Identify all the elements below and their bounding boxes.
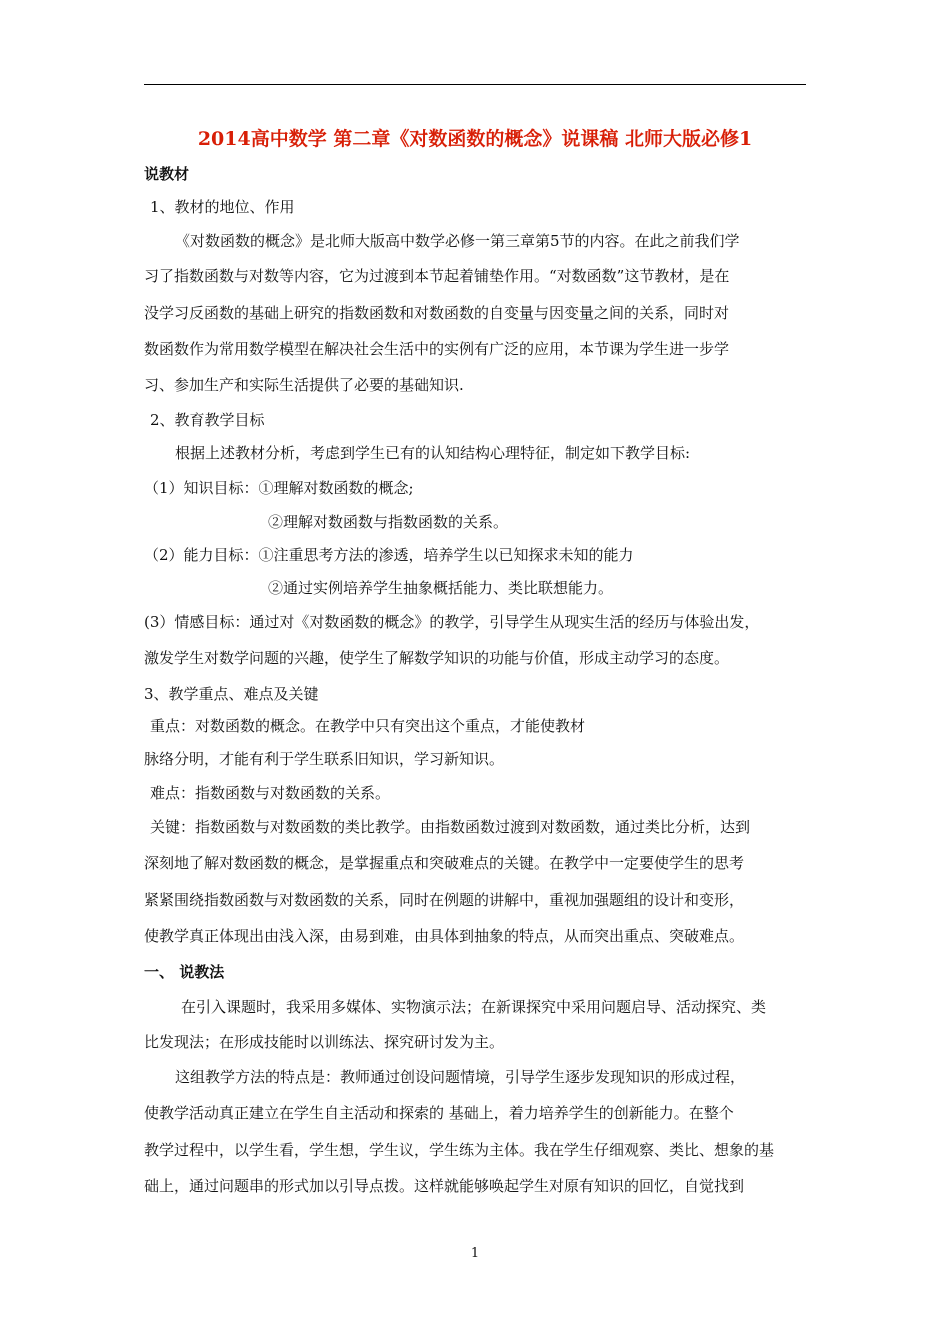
paragraph-line: 难点：指数函数与对数函数的关系。 — [150, 784, 391, 802]
section-heading: 一、 说教法 — [144, 963, 225, 981]
paragraph-line: 数函数作为常用数学模型在解决社会生活中的实例有广泛的应用，本节课为学生进一步学 — [144, 340, 730, 358]
subsection-heading: 1、教材的地位、作用 — [150, 198, 295, 216]
paragraph-line: 紧紧围绕指数函数与对数函数的关系，同时在例题的讲解中，重视加强题组的设计和变形， — [144, 891, 745, 909]
paragraph-line: 使教学真正体现出由浅入深，由易到难，由具体到抽象的特点，从而突出重点、突破难点。 — [144, 927, 745, 945]
paragraph-line: 深刻地了解对数函数的概念，是掌握重点和突破难点的关键。在教学中一定要使学生的思考 — [144, 854, 745, 872]
goal-line: (3）情感目标：通过对《对数函数的概念》的教学，引导学生从现实生活的经历与体验出发， — [144, 613, 760, 631]
paragraph-line: 在引入课题时，我采用多媒体、实物演示法；在新课探究中采用问题启导、活动探究、类 — [181, 998, 767, 1016]
paragraph-line: 习、参加生产和实际生活提供了必要的基础知识. — [144, 376, 464, 394]
paragraph-line: 习了指数函数与对数等内容，它为过渡到本节起着铺垫作用。“对数函数”这节教材，是在 — [144, 267, 730, 285]
goal-line: （2）能力目标：①注重思考方法的渗透，培养学生以已知探求未知的能力 — [144, 546, 634, 564]
page-number: 1 — [470, 1246, 480, 1261]
paragraph-line: 关键：指数函数与对数函数的类比教学。由指数函数过渡到对数函数，通过类比分析，达到 — [150, 818, 751, 836]
goal-line: ②通过实例培养学生抽象概括能力、类比联想能力。 — [268, 579, 614, 597]
subsection-heading: 3、教学重点、难点及关键 — [144, 685, 319, 703]
paragraph-line: 础上，通过问题串的形式加以引导点拨。这样就能够唤起学生对原有知识的回忆，自觉找到 — [144, 1177, 745, 1195]
goal-line: （1）知识目标：①理解对数函数的概念; — [144, 479, 414, 497]
subsection-heading: 2、教育教学目标 — [150, 411, 265, 429]
header-rule — [144, 84, 806, 85]
paragraph-line: 根据上述教材分析，考虑到学生已有的认知结构心理特征，制定如下教学目标: — [175, 444, 691, 462]
paragraph-line: 脉络分明，才能有利于学生联系旧知识，学习新知识。 — [144, 750, 505, 768]
paragraph-line: 使教学活动真正建立在学生自主活动和探索的 基础上，着力培养学生的创新能力。在整个 — [144, 1104, 734, 1122]
paragraph-line: 激发学生对数学问题的兴趣，使学生了解数学知识的功能与价值，形成主动学习的态度。 — [144, 649, 730, 667]
paragraph-line: 这组教学方法的特点是：教师通过创设问题情境，引导学生逐步发现知识的形成过程， — [175, 1068, 746, 1086]
page-title: 2014高中数学 第二章《对数函数的概念》说课稿 北师大版必修1 — [197, 128, 753, 150]
paragraph-line: 《对数函数的概念》是北师大版高中数学必修一第三章第5节的内容。在此之前我们学 — [175, 232, 740, 250]
section-heading: 说教材 — [144, 165, 190, 183]
paragraph-line: 教学过程中，以学生看，学生想，学生议，学生练为主体。我在学生仔细观察、类比、想象的基 — [144, 1141, 775, 1159]
goal-line: ②理解对数函数与指数函数的关系。 — [268, 513, 509, 531]
paragraph-line: 没学习反函数的基础上研究的指数函数和对数函数的自变量与因变量之间的关系，同时对 — [144, 304, 730, 322]
paragraph-line: 比发现法；在形成技能时以训练法、探究研讨发为主。 — [144, 1033, 505, 1051]
paragraph-line: 重点：对数函数的概念。在教学中只有突出这个重点，才能使教材 — [150, 717, 586, 735]
